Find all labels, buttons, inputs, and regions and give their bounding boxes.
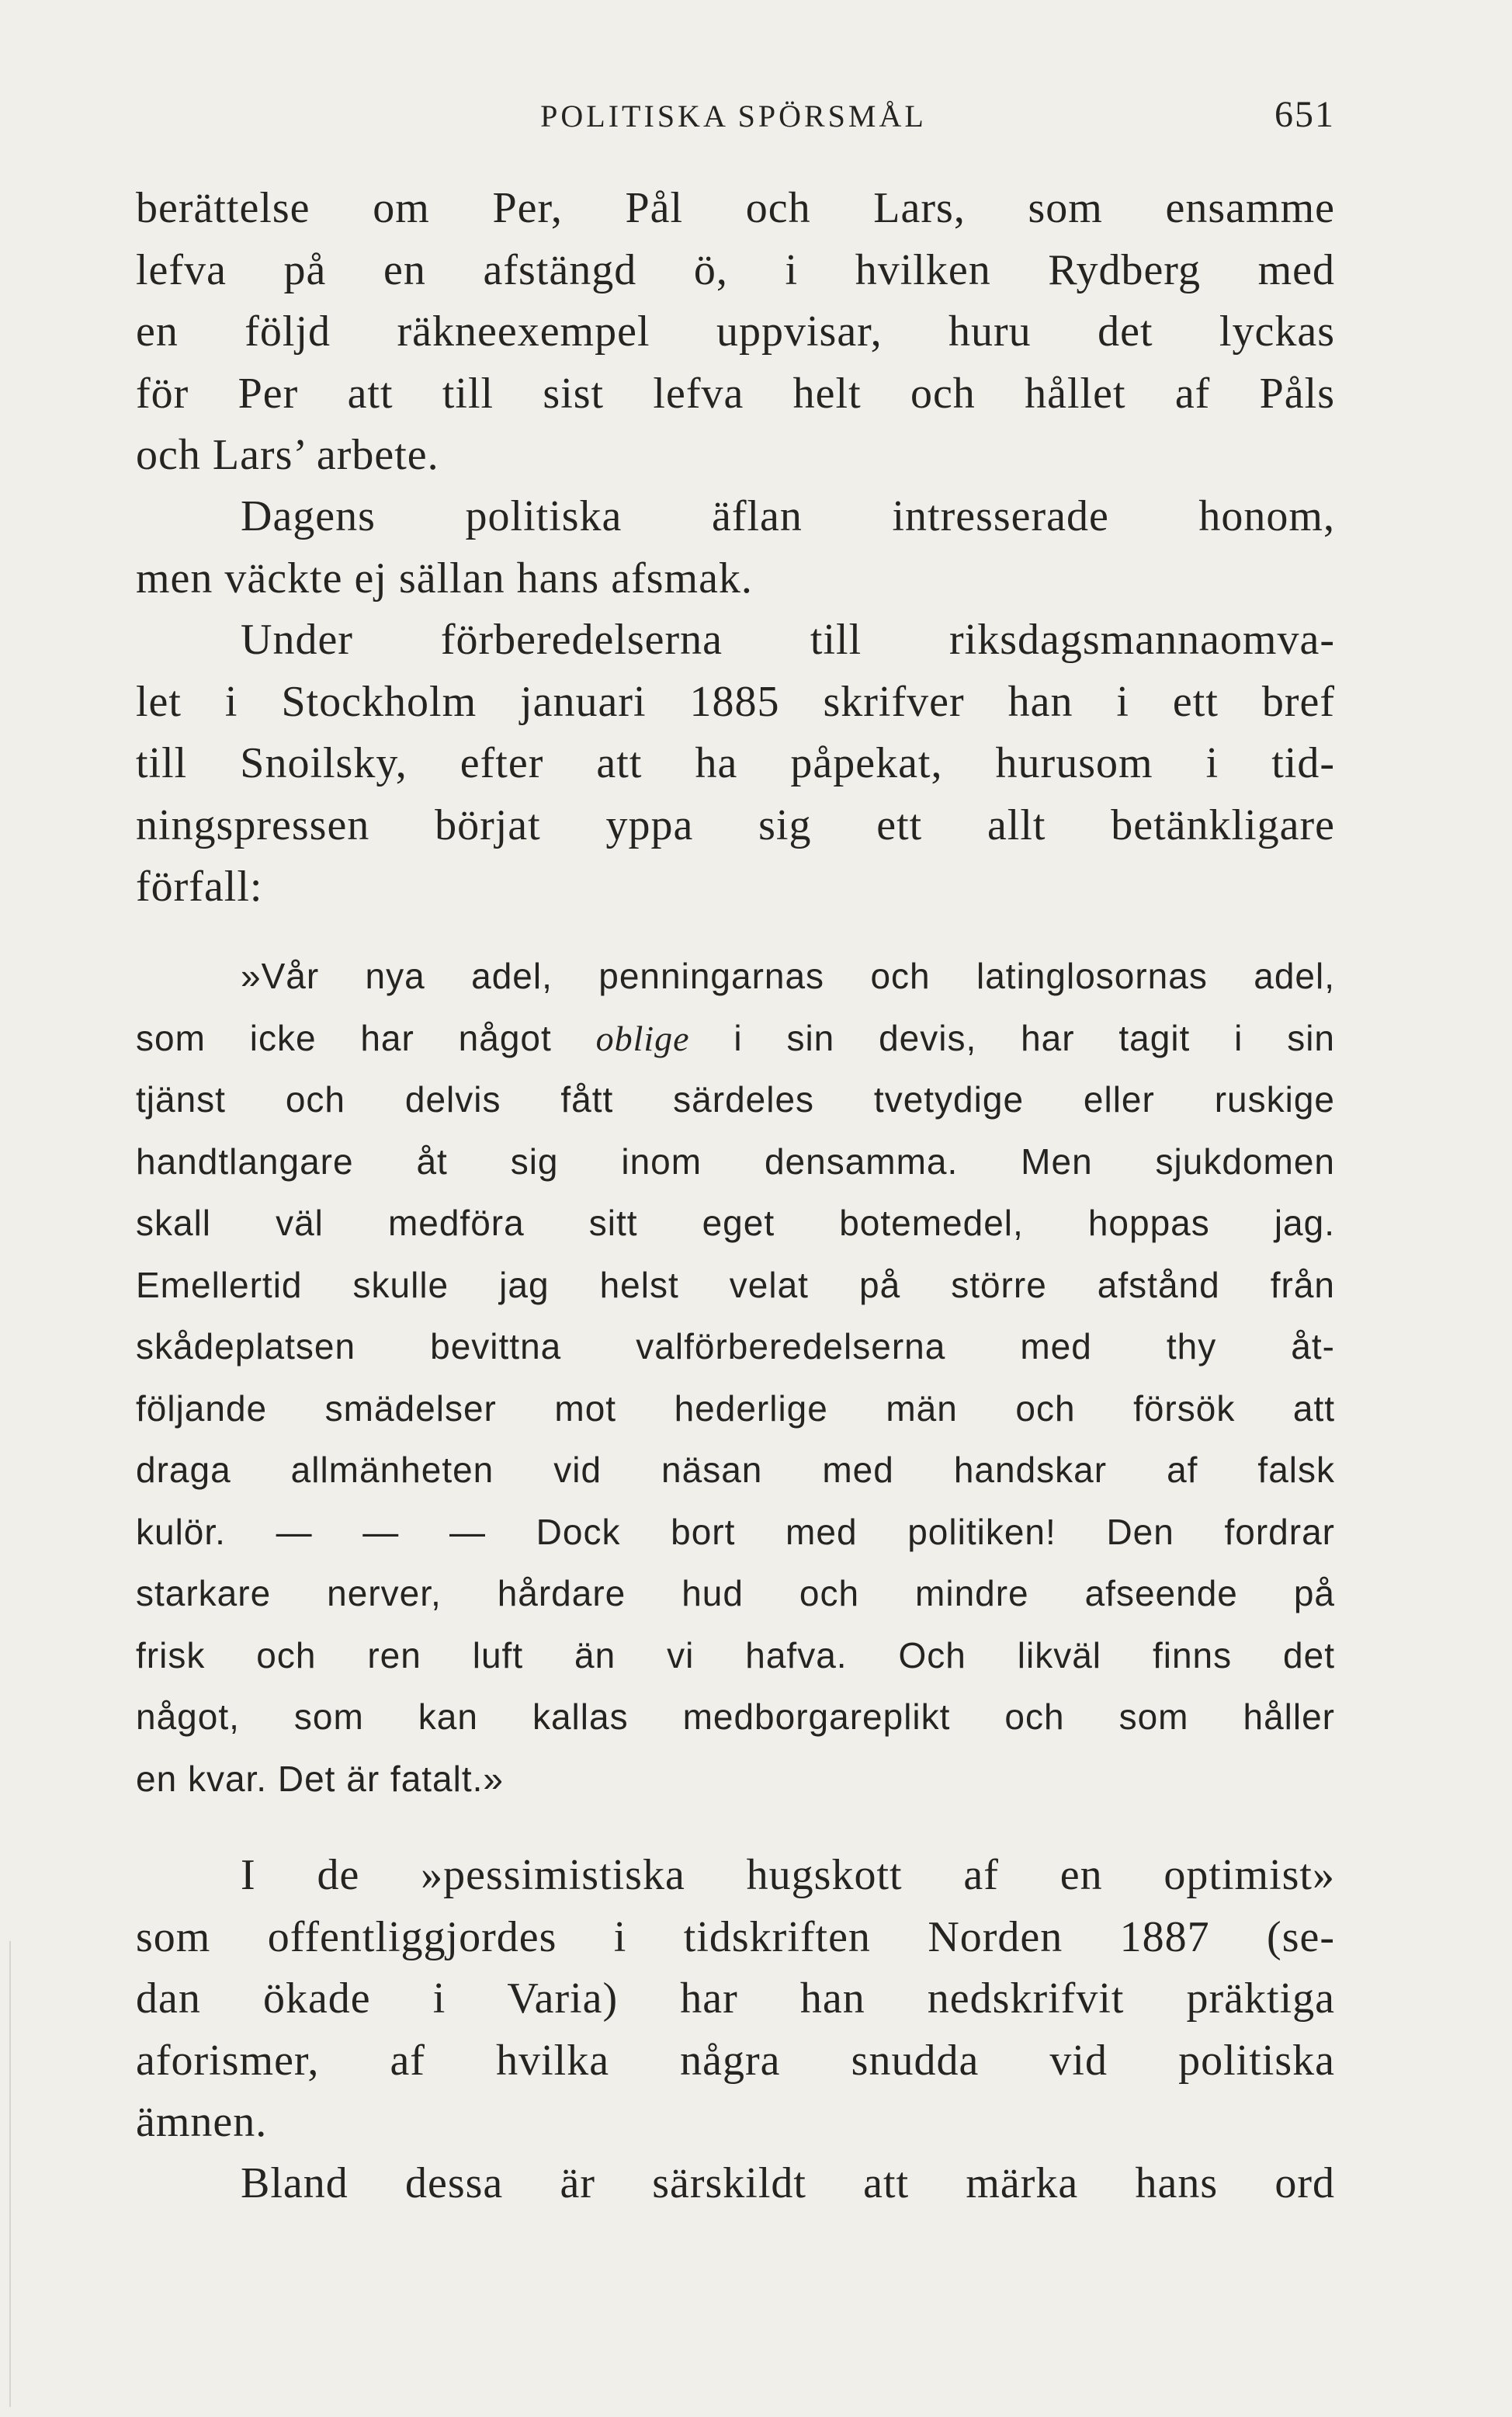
- text-line: men väckte ej sällan hans afsmak.: [136, 554, 753, 603]
- quote-line: följande smädelser mot hederlige män och försök att: [136, 1387, 1335, 1429]
- binding-edge: [9, 1941, 11, 2407]
- letter-quote: [136, 946, 1335, 1810]
- paragraph-4: [136, 1845, 1335, 2154]
- quote-line: handtlangare åt sig inom densamma. Men sjukdomen: [136, 1141, 1335, 1182]
- text-line: till Snoilsky, efter att ha påpekat, hurusom i tid-: [136, 739, 1335, 787]
- running-title: POLITISKA SPÖRSMÅL: [540, 99, 927, 134]
- page-number: 651: [1274, 94, 1335, 135]
- text-line: Under förberedelserna till riksdagsmannaomva-: [241, 616, 1335, 664]
- quote-line: frisk och ren luft än vi hafva. Och likväl finns det: [136, 1634, 1335, 1676]
- italic-term: oblige: [595, 1018, 690, 1058]
- text-line: förfall:: [136, 863, 263, 911]
- quote-line: något, som kan kallas medborgareplikt och som håller: [136, 1696, 1335, 1737]
- quote-line: skådeplatsen bevittna valförberedelserna med thy åt-: [136, 1326, 1335, 1367]
- paragraph-1: [136, 178, 1335, 487]
- text-line: Bland dessa är särskildt att märka hans ord: [241, 2159, 1335, 2207]
- quote-line: Emellertid skulle jag helst velat på större afstånd från: [136, 1264, 1335, 1305]
- quote-text: i sin devis, har tagit i sin: [733, 1017, 1336, 1058]
- text-line: lefva på en afstängd ö, i hvilken Rydberg med: [136, 245, 1335, 294]
- quote-line: kulör. — — — Dock bort med politiken! Den fordrar: [136, 1511, 1335, 1552]
- quote-line: [136, 1008, 1335, 1070]
- text-line: dan ökade i Varia) har han nedskrifvit präktiga: [136, 1974, 1335, 2023]
- text-line: en följd räkneexempel uppvisar, huru det lyckas: [136, 307, 1335, 356]
- text-line: för Per att till sist lefva helt och hållet af Påls: [136, 369, 1335, 418]
- text-line: ämnen.: [136, 2098, 268, 2146]
- quote-line: »Vår nya adel, penningarnas och latinglosornas adel,: [241, 956, 1335, 996]
- quote-text: som icke har något: [136, 1017, 552, 1058]
- paragraph-5: [136, 2153, 1335, 2215]
- text-line: Dagens politiska äflan intresserade honom,: [241, 492, 1335, 540]
- quote-line: en kvar. Det är fatalt.»: [136, 1758, 505, 1799]
- paragraph-3: [136, 609, 1335, 919]
- text-line: I de »pessimistiska hugskott af en optimist»: [241, 1851, 1335, 1899]
- quote-line: draga allmänheten vid näsan med handskar af falsk: [136, 1450, 1335, 1490]
- quote-line: tjänst och delvis fått särdeles tvetydige eller ruskige: [136, 1079, 1335, 1120]
- text-line: och Lars’ arbete.: [136, 431, 439, 479]
- text-line: berättelse om Per, Pål och Lars, som ensamme: [136, 184, 1335, 232]
- quote-line: skall väl medföra sitt eget botemedel, hoppas jag.: [136, 1203, 1335, 1243]
- page-header: [132, 93, 1335, 148]
- text-line: aforismer, af hvilka några snudda vid politiska: [136, 2036, 1335, 2085]
- paragraph-2: [136, 486, 1335, 609]
- quote-line: starkare nerver, hårdare hud och mindre afseende på: [136, 1573, 1335, 1613]
- text-line: let i Stockholm januari 1885 skrifver han i ett bref: [136, 677, 1335, 726]
- text-line: som offentliggjordes i tidskriften Norden 1887 (se-: [136, 1912, 1335, 1961]
- text-line: ningspressen börjat yppa sig ett allt betänkligare: [136, 800, 1335, 849]
